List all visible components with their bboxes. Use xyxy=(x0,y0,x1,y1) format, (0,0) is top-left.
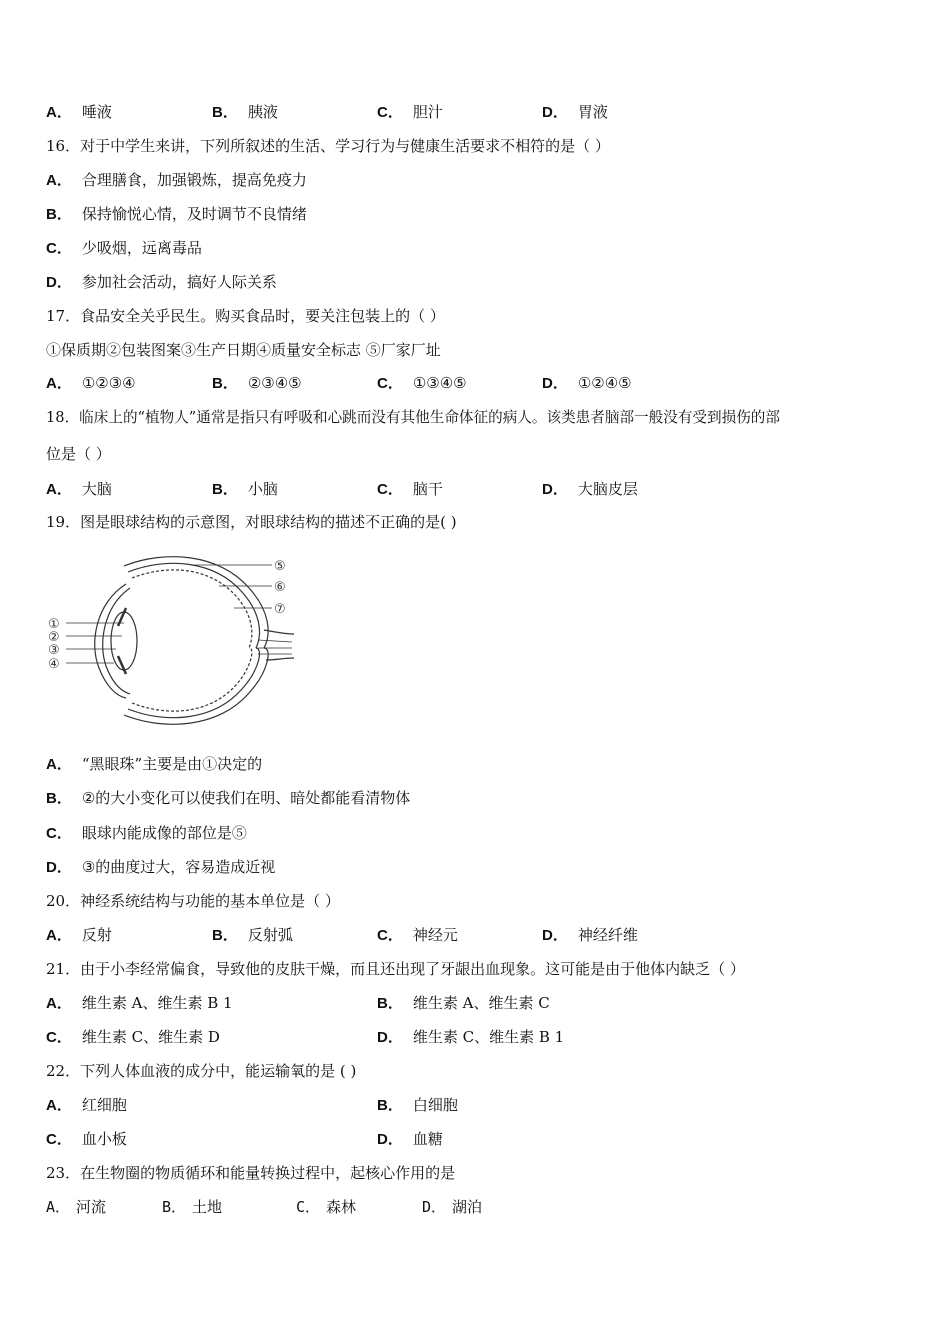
question-17-items: ①保质期②包装图案③生产日期④质量安全标志 ⑤厂家厂址 xyxy=(46,341,441,359)
option-b[interactable]: B． ②的大小变化可以使我们在明、暗处都能看清物体 xyxy=(46,789,411,807)
option-d[interactable]: D． 胃液 xyxy=(542,103,608,121)
option-d[interactable]: D． 血糖 xyxy=(377,1130,443,1148)
option-a[interactable]: A． 维生素 A、维生素 B 1 xyxy=(46,994,233,1012)
option-c[interactable]: C． 神经元 xyxy=(377,926,458,944)
label-5: ⑤ xyxy=(274,559,286,574)
option-d[interactable]: D． 神经纤维 xyxy=(542,926,638,944)
question-18-stem-cont: 位是（ ） xyxy=(46,445,111,463)
label-1: ① xyxy=(48,617,60,632)
option-c[interactable]: C． 森林 xyxy=(296,1198,357,1216)
question-22-stem: 22．下列人体血液的成分中，能运输氧的是 ( ) xyxy=(46,1062,357,1080)
option-b[interactable]: B． 小脑 xyxy=(212,480,278,498)
question-18-stem: 18．临床上的“植物人”通常是指只有呼吸和心跳而没有其他生命体征的病人。该类患者脑部一般没有受到损伤的部 xyxy=(46,409,780,426)
question-16-stem: 16．对于中学生来讲，下列所叙述的生活、学习行为与健康生活要求不相符的是（ ） xyxy=(46,137,610,155)
option-a[interactable]: A． 大脑 xyxy=(46,480,112,498)
option-a[interactable]: A． 红细胞 xyxy=(46,1096,127,1114)
option-a[interactable]: A． 反射 xyxy=(46,926,112,944)
option-b[interactable]: B． 胰液 xyxy=(212,103,278,121)
question-17-stem: 17．食品安全关乎民生。购买食品时，要关注包装上的（ ） xyxy=(46,307,445,325)
option-c[interactable]: C． 维生素 C、维生素 D xyxy=(46,1028,220,1046)
option-d[interactable]: D． 维生素 C、维生素 B 1 xyxy=(377,1028,565,1046)
question-23-stem: 23．在生物圈的物质循环和能量转换过程中，起核心作用的是 xyxy=(46,1164,456,1182)
option-d[interactable]: D． 湖泊 xyxy=(422,1198,483,1216)
question-19-stem: 19．图是眼球结构的示意图，对眼球结构的描述不正确的是( ) xyxy=(46,513,457,531)
option-d[interactable]: D． 参加社会活动，搞好人际关系 xyxy=(46,273,277,291)
label-2: ② xyxy=(48,630,60,645)
option-a[interactable]: A． 唾液 xyxy=(46,103,112,121)
option-d[interactable]: D． ①②④⑤ xyxy=(542,374,632,392)
option-b[interactable]: B． 保持愉悦心情，及时调节不良情绪 xyxy=(46,205,307,223)
option-a[interactable]: A． ①②③④ xyxy=(46,374,136,392)
option-c[interactable]: C． 胆汁 xyxy=(377,103,443,121)
label-7: ⑦ xyxy=(274,602,286,617)
option-c[interactable]: C． 眼球内能成像的部位是⑤ xyxy=(46,824,247,842)
question-21-stem: 21．由于小李经常偏食，导致他的皮肤干燥，而且还出现了牙龈出血现象。这可能是由于他体内缺乏（ ） xyxy=(46,960,745,978)
option-c[interactable]: C． ①③④⑤ xyxy=(377,374,467,392)
eyeball-diagram xyxy=(44,548,294,733)
option-a[interactable]: A． 合理膳食，加强锻炼，提高免疫力 xyxy=(46,171,307,189)
option-a[interactable]: A． “黑眼珠”主要是由①决定的 xyxy=(46,755,263,773)
option-b[interactable]: B． ②③④⑤ xyxy=(212,374,302,392)
label-4: ④ xyxy=(48,657,60,672)
option-b[interactable]: B． 白细胞 xyxy=(377,1096,458,1114)
option-c[interactable]: C． 少吸烟，远离毒品 xyxy=(46,239,202,257)
option-d[interactable]: D． ③的曲度过大，容易造成近视 xyxy=(46,858,276,876)
option-d[interactable]: D． 大脑皮层 xyxy=(542,480,638,498)
label-3: ③ xyxy=(48,643,60,658)
option-c[interactable]: C． 脑干 xyxy=(377,480,443,498)
option-b[interactable]: B． 反射弧 xyxy=(212,926,293,944)
option-b[interactable]: B． 维生素 A、维生素 C xyxy=(377,994,550,1012)
question-20-stem: 20．神经系统结构与功能的基本单位是（ ） xyxy=(46,892,340,910)
label-6: ⑥ xyxy=(274,580,286,595)
option-c[interactable]: C． 血小板 xyxy=(46,1130,127,1148)
option-a[interactable]: A． 河流 xyxy=(46,1198,107,1216)
option-b[interactable]: B． 土地 xyxy=(162,1198,223,1216)
